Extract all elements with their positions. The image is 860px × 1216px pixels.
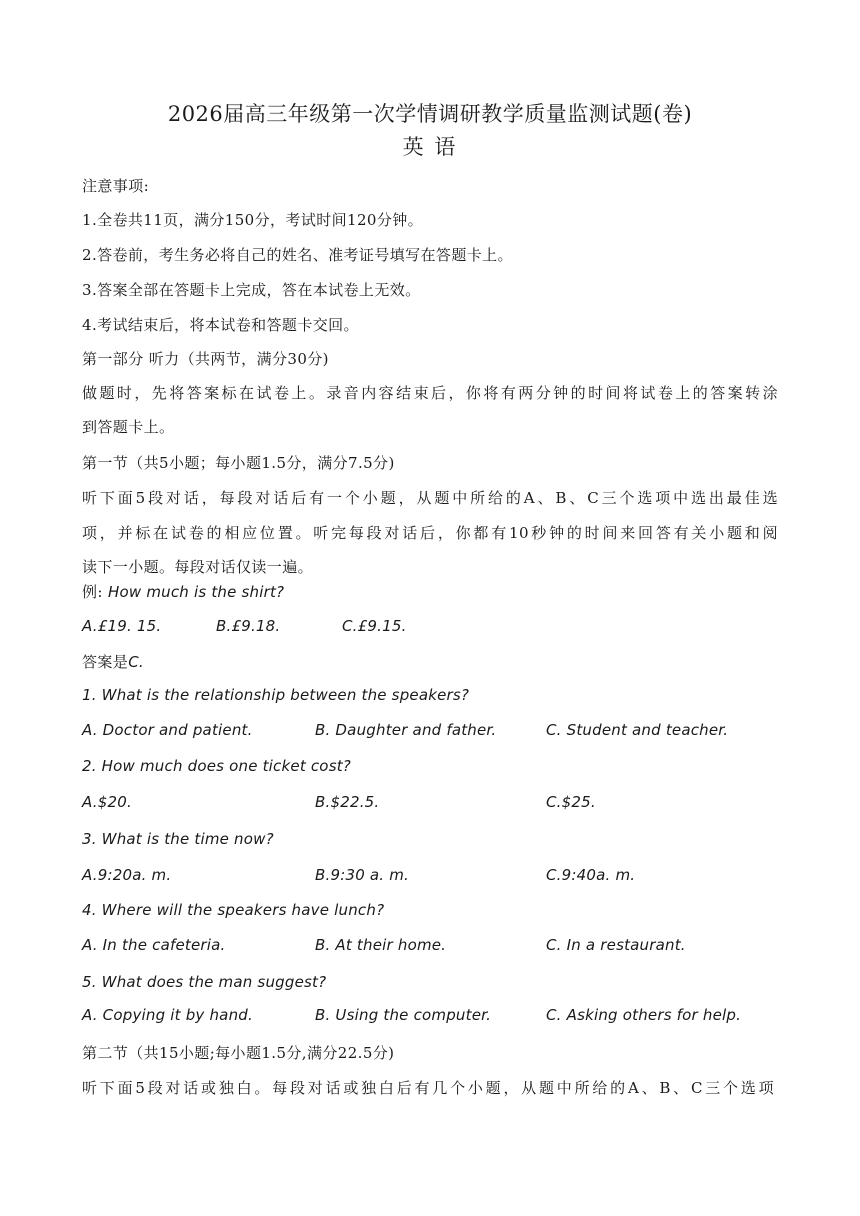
section2-instruction-line: 听下面5段对话或独白。每段对话或独白后有几个小题，从题中所给的A、B、C三个选项 xyxy=(82,1079,774,1097)
option-b: B. Using the computer. xyxy=(315,1006,492,1024)
example-question xyxy=(82,581,782,602)
question-text: 4. Where will the speakers have lunch? xyxy=(82,901,385,919)
note-item: 4.考试结束后，将本试卷和答题卡交回。 xyxy=(82,316,359,334)
example-option-a: A.£19. 15. xyxy=(82,617,162,635)
section1-instruction-line: 项，并标在试卷的相应位置。听完每段对话后，你都有10秒钟的时间来回答有关小题和阅 xyxy=(82,524,778,542)
example-question-text: How much is the shirt? xyxy=(108,583,285,601)
option-b: B.9:30 a. m. xyxy=(315,866,410,884)
option-a: A. In the cafeteria. xyxy=(82,936,226,954)
note-item: 2.答卷前，考生务必将自己的姓名、准考证号填写在答题卡上。 xyxy=(82,246,513,264)
option-c: C. Student and teacher. xyxy=(546,721,729,739)
option-c: C.9:40a. m. xyxy=(546,866,636,884)
option-a: A. Doctor and patient. xyxy=(82,721,253,739)
option-a: A.$20. xyxy=(82,793,132,811)
question-text: 5. What does the man suggest? xyxy=(82,973,327,991)
part1-instruction-line: 做题时，先将答案标在试卷上。录音内容结束后，你将有两分钟的时间将试卷上的答案转涂 xyxy=(82,384,778,402)
question-text: 2. How much does one ticket cost? xyxy=(82,757,351,775)
option-a: A.9:20a. m. xyxy=(82,866,172,884)
option-c: C. Asking others for help. xyxy=(546,1006,742,1024)
option-c: C.$25. xyxy=(546,793,596,811)
question-text: 1. What is the relationship between the speakers? xyxy=(82,686,470,704)
example-answer xyxy=(82,651,782,672)
note-item: 3.答案全部在答题卡上完成，答在本试卷上无效。 xyxy=(82,281,421,299)
section1-heading: 第一节（共5小题；每小题1.5分，满分7.5分) xyxy=(82,454,395,472)
exam-title: 2026届高三年级第一次学情调研教学质量监测试题(卷) xyxy=(167,102,693,126)
answer-value: C. xyxy=(128,653,144,671)
example-option-b: B.£9.18. xyxy=(216,617,281,635)
notes-heading: 注意事项: xyxy=(82,177,150,195)
note-item: 1.全卷共11页，满分150分，考试时间120分钟。 xyxy=(82,211,424,229)
part1-instruction-line: 到答题卡上。 xyxy=(82,418,175,436)
exam-subject: 英 语 xyxy=(402,135,458,159)
option-c: C. In a restaurant. xyxy=(546,936,686,954)
example-prefix: 例: xyxy=(82,583,109,601)
section2-heading: 第二节（共15小题;每小题1.5分,满分22.5分) xyxy=(82,1044,395,1062)
question-text: 3. What is the time now? xyxy=(82,830,274,848)
option-b: B. At their home. xyxy=(315,936,447,954)
option-a: A. Copying it by hand. xyxy=(82,1006,253,1024)
option-b: B.$22.5. xyxy=(315,793,380,811)
answer-prefix: 答案是 xyxy=(82,653,129,671)
example-option-c: C.£9.15. xyxy=(342,617,407,635)
option-b: B. Daughter and father. xyxy=(315,721,497,739)
part1-heading: 第一部分 听力（共两节，满分30分) xyxy=(82,350,329,368)
section1-instruction-line: 听下面5段对话，每段对话后有一个小题，从题中所给的A、B、C三个选项中选出最佳选 xyxy=(82,489,778,507)
section1-instruction-line: 读下一小题。每段对话仅读一遍。 xyxy=(82,558,314,576)
